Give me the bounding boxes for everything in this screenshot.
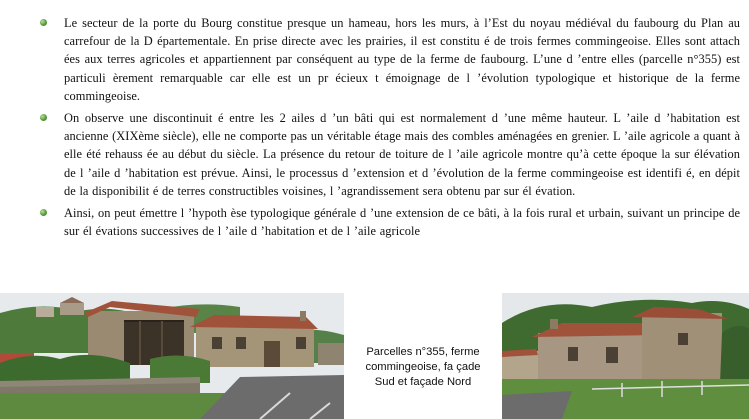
paragraph-3: Ainsi, on peut émettre l ’hypoth èse typologique générale d ’une extension de ce bâti, à la fois rural et urbain, suivant un principe de sur él évations successives de l ’aile d ’habitation et de l ’aile agricole	[64, 206, 740, 239]
caption-line-2: commingeoise, fa çade	[365, 361, 481, 373]
photo-caption	[352, 345, 494, 390]
paragraph-2: On observe une discontinuit é entre les 2 ailes d ’un bâti qui est normalement d ’une même hauteur. L ’aile d ’habitation est ancienne (XIXème siècle), elle ne comporte pas un véritable étage mais des combles aménagées en grenier. L ’aile agricole a quant à elle été rehauss ée au début du siècle. La présence du retour de toiture de l ’aile agricole montre qu’à cette époque la sur élévation de l ’aile d ’habitation est prévue. Ainsi, le processus d ’extension et d ’évolution de la ferme commingeoise est identifi é, en dépit de la disponibilit é de terres constructibles voisines, l ’agrandissement sera obtenu par sur él évation.	[64, 111, 740, 198]
caption-line-3: Sud et façade Nord	[374, 376, 472, 388]
photo-strip	[0, 293, 749, 419]
paragraph-1: Le secteur de la porte du Bourg constitue presque un hameau, hors les murs, à l’Est du noyau médiéval du faubourg du Plan au carrefour de la D épartementale. En prise directe avec les prairies, il est constitu é de trois fermes commingeoise. Elles sont attach ées aux terres agricoles et appartiennent par conséquent au type de la ferme de faubourg. L’une d ’entre elles (parcelle n°355) est particuli èrement remarquable car elle est un pr écieux t émoignage de l ’évolution typologique et historique de la ferme commingeoise.	[64, 16, 740, 103]
caption-line-1: Parcelles n°355, ferme	[366, 346, 480, 358]
farmhouse-south-photo	[0, 293, 344, 419]
list-item	[40, 14, 740, 105]
bullet-icon	[40, 209, 47, 216]
farmhouse-north-photo	[502, 293, 749, 419]
bullet-icon	[40, 19, 47, 26]
bullet-list	[40, 14, 740, 244]
list-item	[40, 109, 740, 200]
list-item	[40, 204, 740, 240]
bullet-icon	[40, 114, 47, 121]
